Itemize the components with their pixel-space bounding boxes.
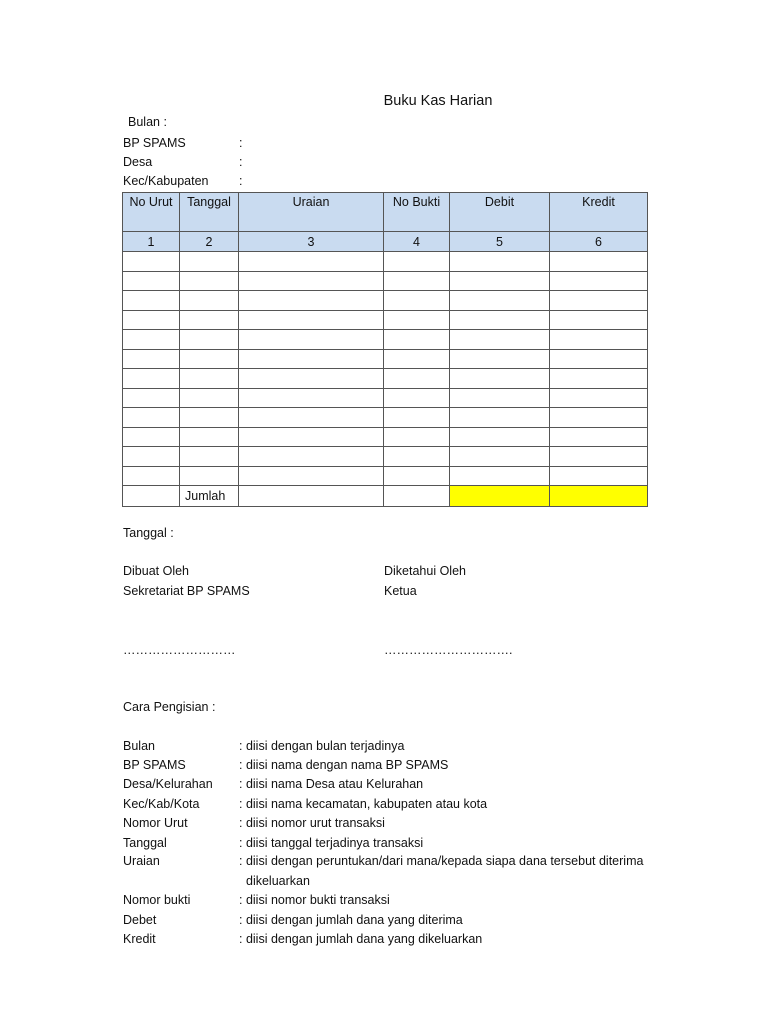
table-cell — [239, 330, 384, 350]
instruction-term: Kec/Kab/Kota — [123, 797, 200, 811]
table-cell — [180, 349, 239, 369]
field-label-bp-spams: BP SPAMS — [123, 136, 186, 150]
instruction-desc: : diisi dengan jumlah dana yang diterima — [239, 913, 463, 927]
table-row — [123, 330, 648, 350]
table-cell — [550, 310, 648, 330]
column-number: 1 — [123, 232, 180, 252]
table-cell — [123, 252, 180, 272]
table-cell — [239, 291, 384, 311]
table-cell — [384, 447, 450, 467]
table-row — [123, 310, 648, 330]
table-cell — [550, 388, 648, 408]
table-cell — [384, 310, 450, 330]
table-cell — [239, 271, 384, 291]
table-cell — [384, 369, 450, 389]
column-number: 4 — [384, 232, 450, 252]
acknowledged-by-role: Ketua — [384, 584, 417, 598]
table-cell — [384, 466, 450, 486]
date-label: Tanggal : — [123, 526, 174, 540]
table-cell — [123, 349, 180, 369]
table-cell — [550, 252, 648, 272]
table-cell — [450, 408, 550, 428]
column-header-uraian: Uraian — [239, 193, 384, 232]
column-header-no-bukti: No Bukti — [384, 193, 450, 232]
instruction-term: Tanggal — [123, 836, 167, 850]
instruction-desc: : diisi dengan jumlah dana yang dikeluarkan — [239, 932, 483, 946]
table-row — [123, 447, 648, 467]
field-colon-desa: : — [239, 155, 243, 169]
table-cell — [550, 330, 648, 350]
table-cell — [180, 330, 239, 350]
table-cell — [550, 291, 648, 311]
table-cell — [550, 349, 648, 369]
cash-book-table — [122, 192, 648, 507]
table-cell — [384, 427, 450, 447]
table-cell — [123, 447, 180, 467]
table-body — [123, 252, 648, 486]
table-cell — [550, 466, 648, 486]
table-cell — [123, 408, 180, 428]
table-cell — [450, 330, 550, 350]
table-cell — [450, 252, 550, 272]
table-cell — [550, 408, 648, 428]
table-row — [123, 388, 648, 408]
column-header-no-urut: No Urut — [123, 193, 180, 232]
table-row — [123, 271, 648, 291]
table-cell — [123, 486, 180, 507]
table-cell — [384, 252, 450, 272]
instruction-term: Nomor bukti — [123, 893, 191, 907]
field-colon-kec-kabupaten: : — [239, 174, 243, 188]
table-cell — [239, 408, 384, 428]
document-title: Buku Kas Harian — [383, 93, 493, 109]
prepared-by-label: Dibuat Oleh — [123, 564, 190, 578]
table-cell — [123, 310, 180, 330]
column-header-kredit: Kredit — [550, 193, 648, 232]
instruction-desc: : diisi nama Desa atau Kelurahan — [239, 777, 424, 791]
table-cell — [450, 349, 550, 369]
table-cell — [239, 427, 384, 447]
table-cell — [180, 388, 239, 408]
instruction-desc: : diisi nomor urut transaksi — [239, 816, 385, 830]
column-number: 6 — [550, 232, 648, 252]
column-number: 2 — [180, 232, 239, 252]
table-header-row — [123, 193, 648, 232]
column-number: 5 — [450, 232, 550, 252]
prepared-by-signature-line: ……………………… — [123, 643, 236, 657]
table-cell — [239, 349, 384, 369]
table-total-row — [123, 486, 648, 507]
instruction-term: Debet — [123, 913, 157, 927]
column-header-debit: Debit — [450, 193, 550, 232]
prepared-by-role: Sekretariat BP SPAMS — [123, 584, 250, 598]
table-cell — [123, 369, 180, 389]
table-cell — [180, 427, 239, 447]
table-row — [123, 466, 648, 486]
table-cell — [123, 427, 180, 447]
table-cell — [180, 466, 239, 486]
field-colon-bp-spams: : — [239, 136, 243, 150]
table-cell — [239, 447, 384, 467]
table-cell — [123, 271, 180, 291]
instruction-term: Uraian — [123, 854, 160, 868]
table-row — [123, 427, 648, 447]
instruction-desc: : diisi dengan bulan terjadinya — [239, 739, 405, 753]
instruction-term: BP SPAMS — [123, 758, 186, 772]
table-cell — [450, 466, 550, 486]
table-cell — [384, 388, 450, 408]
table-row — [123, 349, 648, 369]
total-label: Jumlah — [180, 486, 239, 507]
table-cell — [239, 369, 384, 389]
table-cell — [239, 486, 384, 507]
total-kredit-cell — [550, 486, 648, 507]
instruction-desc: : diisi nama kecamatan, kabupaten atau kota — [239, 797, 488, 811]
instruction-term: Desa/Kelurahan — [123, 777, 213, 791]
table-cell — [450, 447, 550, 467]
instruction-term: Nomor Urut — [123, 816, 188, 830]
table-cell — [239, 252, 384, 272]
table-cell — [239, 388, 384, 408]
table-cell — [384, 291, 450, 311]
table-cell — [180, 291, 239, 311]
table-cell — [550, 369, 648, 389]
instruction-desc: : diisi dengan peruntukan/dari mana/kepada siapa dana tersebut diterima — [239, 854, 644, 868]
table-cell — [180, 369, 239, 389]
table-cell — [180, 252, 239, 272]
instruction-desc: : diisi tanggal terjadinya transaksi — [239, 836, 424, 850]
field-label-bulan: Bulan : — [128, 115, 167, 129]
column-number: 3 — [239, 232, 384, 252]
table-cell — [550, 271, 648, 291]
table-cell — [450, 388, 550, 408]
table-cell — [550, 427, 648, 447]
table-cell — [450, 427, 550, 447]
table-cell — [180, 310, 239, 330]
table-row — [123, 252, 648, 272]
table-cell — [239, 310, 384, 330]
acknowledged-by-label: Diketahui Oleh — [384, 564, 466, 578]
instruction-term: Kredit — [123, 932, 156, 946]
table-cell — [180, 271, 239, 291]
table-cell — [180, 447, 239, 467]
instruction-desc: : diisi nomor bukti transaksi — [239, 893, 390, 907]
acknowledged-by-signature-line: …………………………. — [384, 643, 513, 657]
table-cell — [123, 291, 180, 311]
table-cell — [450, 291, 550, 311]
table-cell — [123, 388, 180, 408]
table-cell — [180, 408, 239, 428]
column-header-tanggal: Tanggal — [180, 193, 239, 232]
table-cell — [384, 486, 450, 507]
table-row — [123, 369, 648, 389]
field-label-desa: Desa — [123, 155, 153, 169]
instruction-desc-continuation: dikeluarkan — [246, 874, 310, 888]
table-cell — [123, 330, 180, 350]
table-cell — [239, 466, 384, 486]
total-debit-cell — [450, 486, 550, 507]
table-cell — [384, 408, 450, 428]
table-number-row — [123, 232, 648, 252]
field-label-kec-kabupaten: Kec/Kabupaten — [123, 174, 209, 188]
instructions-heading: Cara Pengisian : — [123, 700, 216, 714]
instruction-term: Bulan — [123, 739, 155, 753]
table-cell — [550, 447, 648, 467]
table-cell — [384, 349, 450, 369]
table-cell — [450, 310, 550, 330]
table-row — [123, 291, 648, 311]
instruction-desc: : diisi nama dengan nama BP SPAMS — [239, 758, 449, 772]
table-cell — [384, 330, 450, 350]
table-cell — [123, 466, 180, 486]
table-row — [123, 408, 648, 428]
table-cell — [450, 271, 550, 291]
table-cell — [450, 369, 550, 389]
table-cell — [384, 271, 450, 291]
